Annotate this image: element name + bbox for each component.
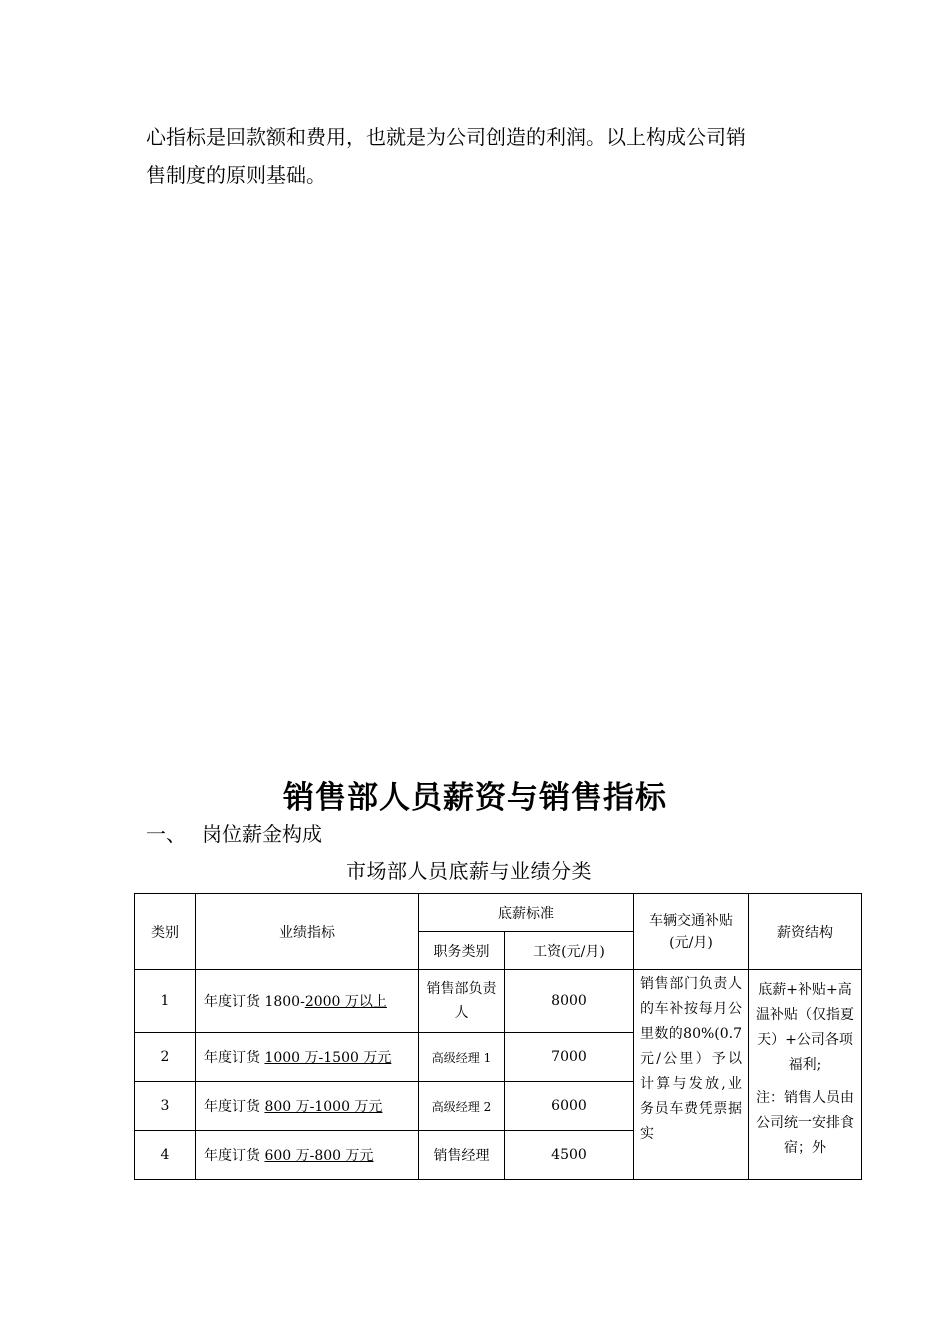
header-transport: 车辆交通补贴(元/月) xyxy=(634,894,749,970)
header-base-salary: 底薪标准 xyxy=(419,894,634,932)
row-position: 高级经理 1 xyxy=(419,1033,505,1082)
header-performance: 业绩指标 xyxy=(196,894,419,970)
document-title: 销售部人员薪资与销售指标 xyxy=(283,780,667,816)
row-position: 高级经理 2 xyxy=(419,1082,505,1131)
row-performance: 年度订货 1000 万-1500 万元 xyxy=(196,1033,419,1082)
header-wage: 工资(元/月) xyxy=(505,932,634,970)
intro-line-2: 售制度的原则基础。 xyxy=(146,163,326,187)
structure-text-2: 注：销售人员由公司统一安排食宿；外 xyxy=(756,1090,854,1156)
structure-text-1: 底薪+补贴+高温补贴（仅指夏天）+公司各项福利; xyxy=(756,982,854,1073)
row-id: 1 xyxy=(135,970,196,1033)
row-wage: 7000 xyxy=(505,1033,634,1082)
salary-table xyxy=(134,893,862,1180)
section-number: 一、 xyxy=(146,822,186,846)
row-wage: 8000 xyxy=(505,970,634,1033)
row-performance: 年度订货 1800-2000 万以上 xyxy=(196,970,419,1033)
section-heading xyxy=(146,818,322,847)
row-id: 3 xyxy=(135,1082,196,1131)
row-performance: 年度订货 600 万-800 万元 xyxy=(196,1131,419,1180)
row-performance: 年度订货 800 万-1000 万元 xyxy=(196,1082,419,1131)
table-row xyxy=(135,970,862,1033)
salary-structure-cell xyxy=(749,970,862,1180)
header-category: 类别 xyxy=(135,894,196,970)
row-id: 2 xyxy=(135,1033,196,1082)
row-wage: 6000 xyxy=(505,1082,634,1131)
section-label: 岗位薪金构成 xyxy=(202,822,322,846)
row-position: 销售经理 xyxy=(419,1131,505,1180)
header-structure: 薪资结构 xyxy=(749,894,862,970)
intro-paragraph xyxy=(146,118,826,194)
transport-subsidy-cell: 销售部门负责人的车补按每月公里数的80%(0.7元/公里）予以计算与发放,业务员车费凭票据实 xyxy=(634,970,749,1180)
header-position: 职务类别 xyxy=(419,932,505,970)
table-caption: 市场部人员底薪与业绩分类 xyxy=(346,859,592,883)
row-id: 4 xyxy=(135,1131,196,1180)
row-position: 销售部负责人 xyxy=(419,970,505,1033)
intro-line-1: 心指标是回款额和费用，也就是为公司创造的利润。以上构成公司销 xyxy=(146,125,746,149)
row-wage: 4500 xyxy=(505,1131,634,1180)
